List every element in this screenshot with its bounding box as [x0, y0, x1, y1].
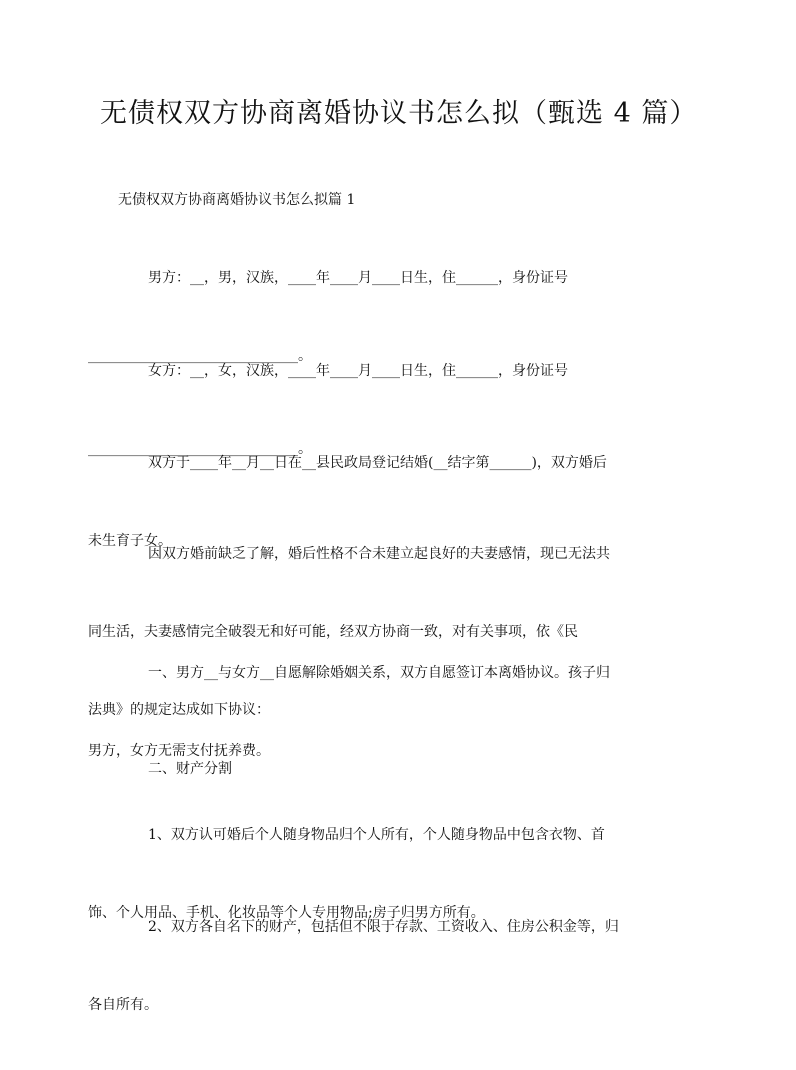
- paragraph-line: 2、双方各自名下的财产，包括但不限于存款、工资收入、住房公积金等，归: [148, 919, 619, 935]
- paragraph-line: 因双方婚前缺乏了解，婚后性格不合未建立起良好的夫妻感情，现已无法共: [148, 546, 610, 562]
- paragraph-line: 各自所有。: [88, 997, 158, 1013]
- paragraph-line: 男方：__，男，汉族，____年____月____日生，住______，身份证号: [148, 270, 568, 286]
- paragraph-line: 二、财产分割: [148, 761, 232, 777]
- paragraph-line: 法典》的规定达成如下协议：: [88, 702, 270, 718]
- paragraph-line: ______________________________。: [88, 441, 312, 457]
- paragraph-line: 双方于____年__月__日在__县民政局登记结婚(__结字第______)，双方婚后: [148, 455, 607, 471]
- paragraph-line: ______________________________。: [88, 348, 312, 364]
- paragraph-line: 饰、个人用品、手机、化妆品等个人专用物品;房子归男方所有。: [88, 905, 485, 921]
- paragraph-line: 1、双方认可婚后个人随身物品归个人所有，个人随身物品中包含衣物、首: [148, 827, 605, 843]
- property-item-two: [88, 862, 678, 1070]
- paragraph-line: 未生育子女。: [88, 533, 172, 549]
- paragraph-line: 男方，女方无需支付抚养费。: [88, 743, 270, 759]
- paragraph-line: 一、男方__与女方__自愿解除婚姻关系，双方自愿签订本离婚协议。孩子归: [148, 665, 610, 681]
- document-title: 无债权双方协商离婚协议书怎么拟（甄选 4 篇）: [100, 98, 698, 129]
- paragraph-line: 同生活，夫妻感情完全破裂无和好可能，经双方协商一致，对有关事项，依《民: [88, 624, 578, 640]
- paragraph-line: 女方：__，女，汉族，____年____月____日生，住______，身份证号: [148, 363, 568, 379]
- section-heading: 无债权双方协商离婚协议书怎么拟篇 1: [118, 192, 356, 208]
